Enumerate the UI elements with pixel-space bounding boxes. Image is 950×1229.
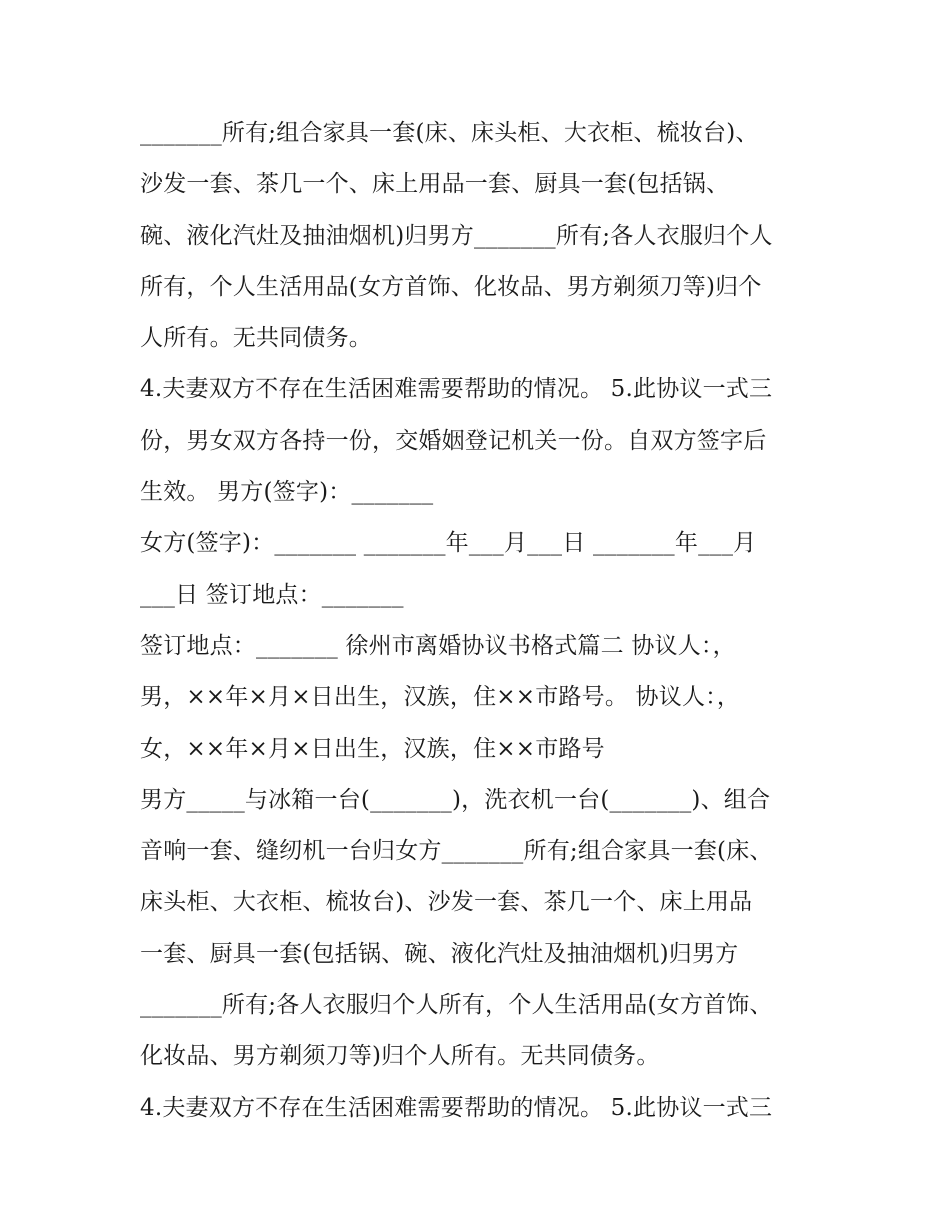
text-line: 沙发一套、茶几一个、床上用品一套、厨具一套(包括锅、 [140,171,730,198]
text-line: 碗、液化汽灶及抽油烟机)归男方_______所有;各人衣服归个人 [140,222,773,249]
text-line: _______所有;各人衣服归个人所有，个人生活用品(女方首饰、 [140,992,773,1019]
text-line: 音响一套、缝纫机一台归女方_______所有;组合家具一套(床、 [140,838,773,865]
text-line: 女，××年×月×日出生，汉族，住××市路号 [140,735,605,762]
text-line: 签订地点：_______ 徐州市离婚协议书格式篇二 协议人：， [140,632,736,659]
text-line: 女方(签字)：_______ _______年___月___日 _______年___月 [140,530,757,557]
document-body [140,108,820,1134]
text-line: 所有，个人生活用品(女方首饰、化妆品、男方剃须刀等)归个 [140,273,762,300]
text-line: 生效。 男方(签字)：_______ [140,479,434,506]
text-line: 人所有。无共同债务。 [140,325,372,352]
text-line: 份，男女双方各持一份，交婚姻登记机关一份。自双方签字后 [140,427,767,454]
text-line: 4.夫妻双方不存在生活困难需要帮助的情况。 5.此协议一式三 [140,1094,773,1121]
text-line: 床头柜、大衣柜、梳妆台)、沙发一套、茶几一个、床上用品 [140,889,753,916]
text-line: ___日 签订地点：_______ [140,581,404,608]
text-line: 4.夫妻双方不存在生活困难需要帮助的情况。 5.此协议一式三 [140,376,773,403]
text-line: 男方_____与冰箱一台(_______)，洗衣机一台(_______)、组合 [140,786,771,813]
text-line: 化妆品、男方剃须刀等)归个人所有。无共同债务。 [140,1043,660,1070]
text-line: 一套、厨具一套(包括锅、碗、液化汽灶及抽油烟机)归男方 [140,940,739,967]
text-line: 男，××年×月×日出生，汉族，住××市路号。 协议人：， [140,684,741,711]
text-line: _______所有;组合家具一套(床、床头柜、大衣柜、梳妆台)、 [140,120,759,146]
